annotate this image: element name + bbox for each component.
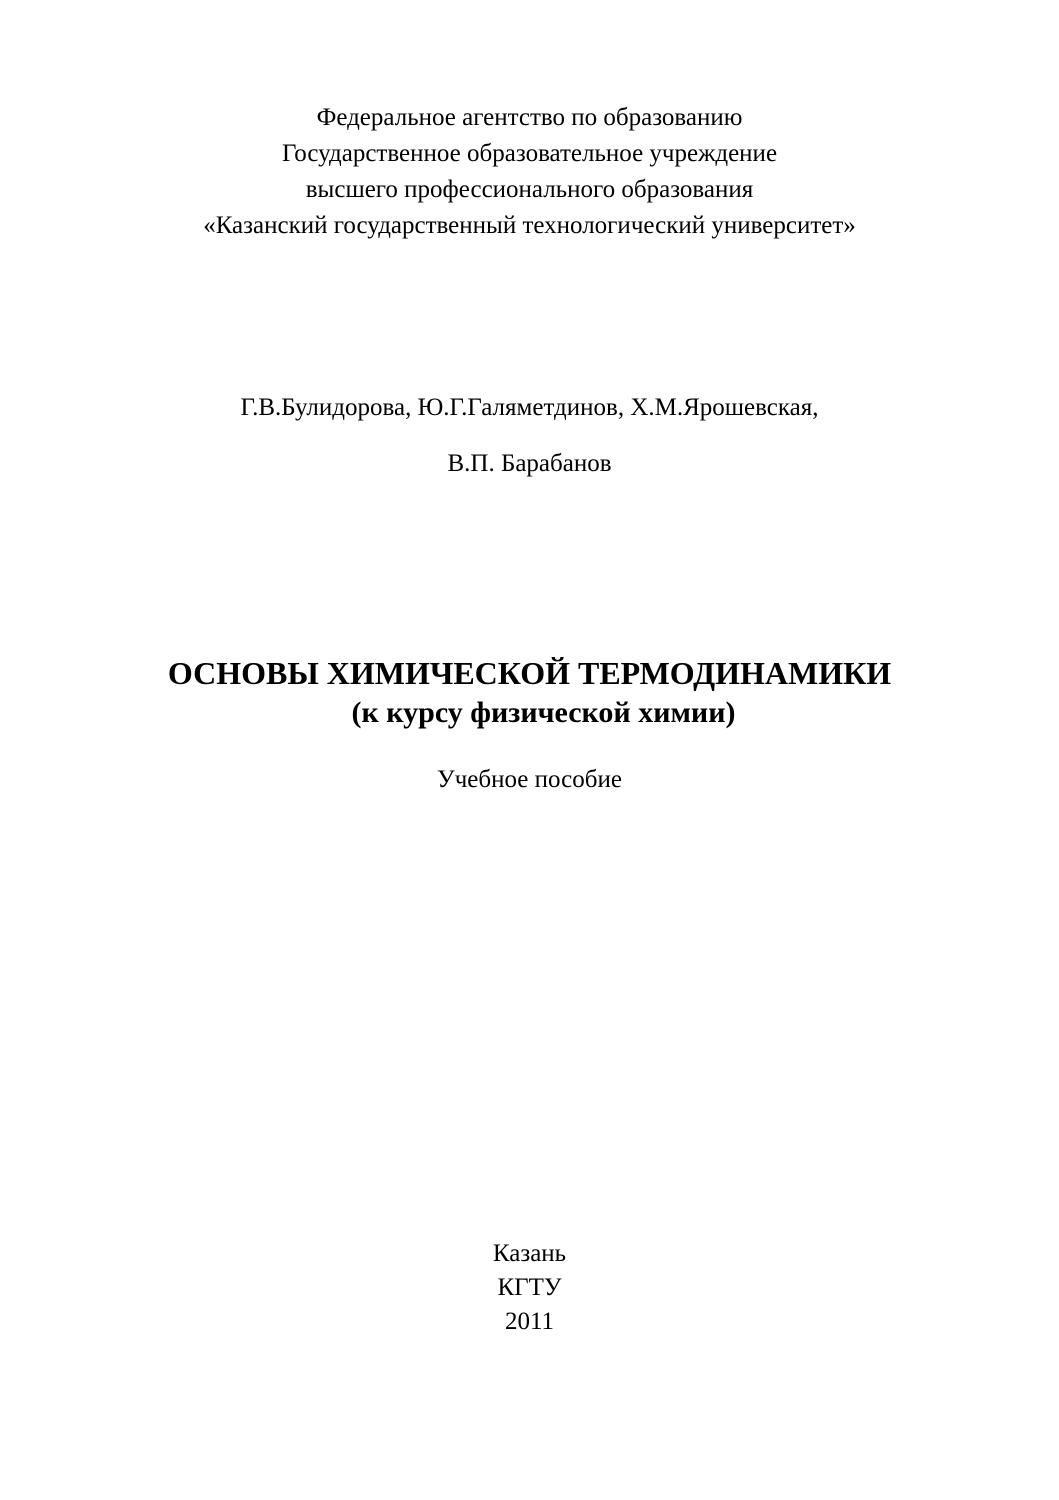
institution-header: [0, 100, 1059, 244]
authors-line-2: В.П. Барабанов: [447, 450, 612, 477]
institution-line-level: высшего профессионального образования: [305, 176, 754, 203]
imprint-publisher: КГТУ: [497, 1274, 562, 1301]
book-title: ОСНОВЫ ХИМИЧЕСКОЙ ТЕРМОДИНАМИКИ: [167, 655, 892, 691]
institution-line-name: «Казанский государственный технологический университет»: [203, 212, 856, 239]
institution-line-agency: Федеральное агентство по образованию: [316, 104, 743, 131]
book-title-block: [0, 653, 1059, 733]
authors-block: [0, 390, 1059, 482]
imprint-city: Казань: [492, 1240, 567, 1267]
imprint-block: [0, 1237, 1059, 1339]
imprint-year: 2011: [504, 1308, 555, 1335]
authors-line-1: Г.В.Булидорова, Ю.Г.Галяметдинов, Х.М.Ярошевская,: [240, 394, 819, 421]
document-type: Учебное пособие: [437, 766, 622, 793]
book-subtitle: (к курсу физической химии): [351, 696, 736, 729]
institution-line-type: Государственное образовательное учреждение: [281, 140, 778, 167]
